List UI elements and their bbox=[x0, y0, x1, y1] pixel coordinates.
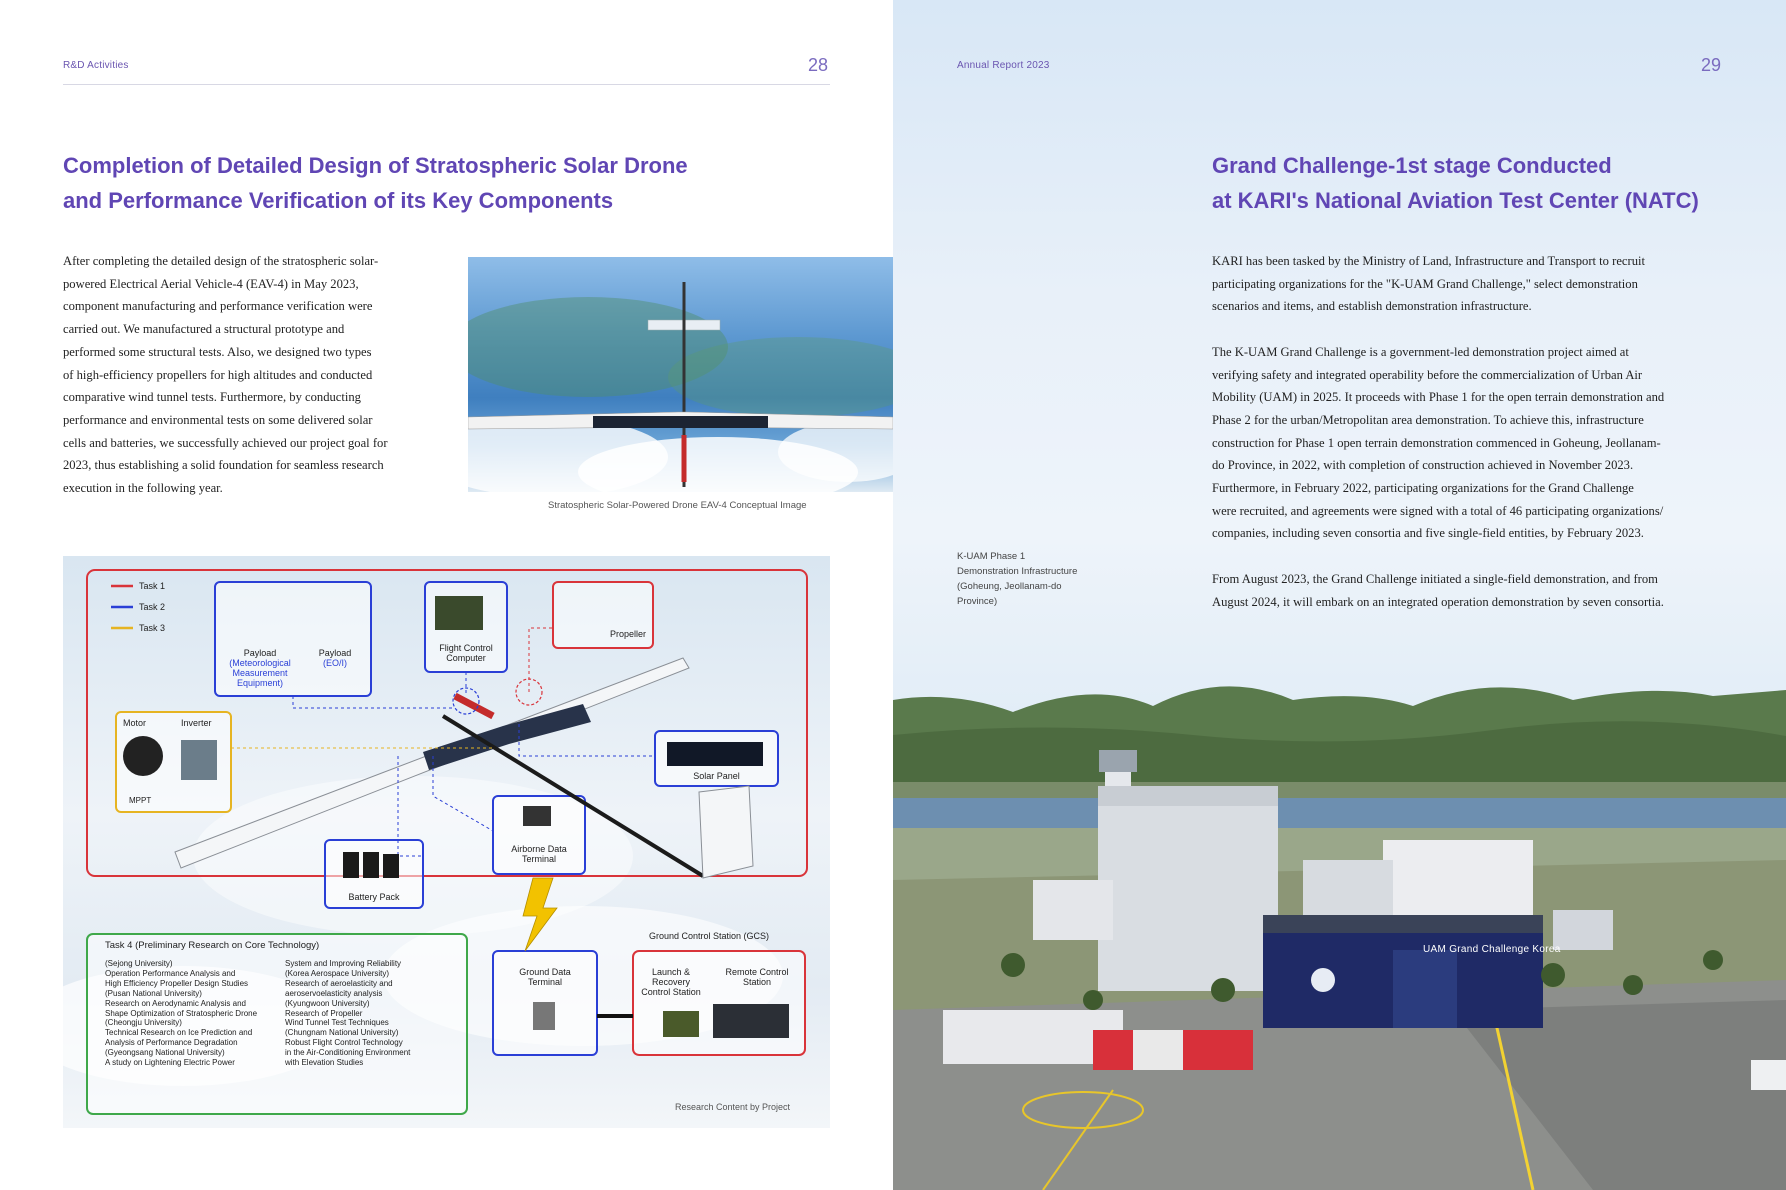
motor-label: Motor bbox=[123, 718, 147, 728]
task4-title: Task 4 (Preliminary Research on Core Technology) bbox=[105, 940, 320, 951]
body-line: carried out. We manufactured a structural prototype and bbox=[63, 322, 345, 337]
fcc-label: Flight Control Computer bbox=[439, 643, 493, 663]
body-line: execution in the following year. bbox=[63, 481, 223, 496]
page-number: 29 bbox=[1701, 55, 1722, 75]
launch-label: Launch & Recovery Control Station bbox=[641, 967, 701, 997]
body-line: performed some structural tests. Also, we designed two types bbox=[63, 344, 372, 359]
battery-icon bbox=[363, 852, 379, 878]
body-line: performance and environmental tests on some delivered solar bbox=[63, 412, 373, 427]
article-body bbox=[63, 250, 425, 500]
eav4-illustration bbox=[468, 257, 893, 492]
task4-col2: System and Improving Reliability (Korea Aerospace University) Research of aeroelasticity and aeroservoelasticity analysis (Kyungwoon University) Research of Propeller Wind Tunnel Test Techniques (Chungnam National University) Robust Flight Control Technology in the Air-Conditioning Environment with Elevation Studies bbox=[285, 959, 411, 1068]
right-page bbox=[893, 0, 1786, 1190]
fcc-board-icon bbox=[435, 596, 483, 630]
title-line-2: and Performance Verification of its Key Components bbox=[63, 188, 614, 213]
title-line-2: at KARI's National Aviation Test Center (NATC) bbox=[1212, 188, 1699, 213]
body-line: 2023, thus establishing a solid foundation for seamless research bbox=[63, 458, 384, 473]
solar-panel-icon bbox=[667, 742, 763, 766]
adt-label: Airborne Data Terminal bbox=[511, 844, 567, 864]
body-line: comparative wind tunnel tests. Furthermore, by conducting bbox=[63, 390, 361, 405]
body-line: After completing the detailed design of the stratospheric solar- bbox=[63, 254, 379, 268]
remote-label: Remote Control Station bbox=[725, 967, 789, 987]
gcs-label: Ground Control Station (GCS) bbox=[649, 931, 770, 941]
body-line: of high-efficiency propellers for high altitudes and conducted bbox=[63, 367, 373, 382]
eav4-photo bbox=[468, 257, 893, 492]
payload-eo-label: Payload (EO/I) bbox=[318, 648, 352, 668]
article-title bbox=[1212, 148, 1699, 218]
page-number: 28 bbox=[808, 55, 829, 75]
building-sign: UAM Grand Challenge Korea bbox=[1423, 944, 1561, 955]
legend-task2: Task 2 bbox=[139, 602, 166, 612]
propeller-label: Propeller bbox=[609, 629, 647, 639]
motor-icon bbox=[123, 736, 163, 776]
diagram-caption: Research Content by Project bbox=[675, 1102, 791, 1112]
remote-station-icon bbox=[713, 1004, 789, 1038]
body-line: powered Electrical Aerial Vehicle-4 (EAV-4) in May 2023, bbox=[63, 276, 359, 291]
article-title bbox=[63, 148, 688, 218]
photo-caption: Stratospheric Solar-Powered Drone EAV-4 Conceptual Image bbox=[548, 500, 807, 511]
task4-col1: (Sejong University) Operation Performance Analysis and High Efficiency Propeller Design Studies (Pusan National University) Research on Aerodynamic Analysis and Shape Optimization of Stratospheric Drone (Cheongju University) Technical Research on Ice Prediction and Analysis of Performance Degradation (Gyeongsang National University) A study on Lightening Electric Power bbox=[105, 959, 258, 1068]
battery-label: Battery Pack bbox=[348, 892, 400, 902]
adt-device-icon bbox=[523, 806, 551, 826]
section-label: Annual Report 2023 bbox=[957, 60, 1050, 71]
legend-task1: Task 1 bbox=[139, 581, 166, 591]
body-line: component manufacturing and performance verification were bbox=[63, 299, 373, 314]
mppt-label: MPPT bbox=[129, 796, 152, 805]
battery-icon bbox=[383, 854, 399, 878]
header-rule bbox=[63, 84, 830, 85]
article-body: KARI has been tasked by the Ministry of Land, Infrastructure and Transport to recruit participating organizations for the "K-UAM Grand Challenge," select demonstration scenarios and items, and establish demonstration infrastructure. The K-UAM Grand Challenge is a government-led demonstration project aimed at verifying safety and integrated operability before the commercialization of Urban Air Mobility (UAM) in 2025. It proceeds with Phase 1 for the open terrain demonstration and Phase 2 for the urban/Metropolitan area demonstration. To achieve this, infrastructure construction for Phase 1 open terrain demonstration commenced in Goheung, Jeollanam- do Province, in 2022, with completion of construction achieved in November 2023. Furthermore, in February 2022, participating organizations for the Grand Challenge were recruited, and agreements were signed with a total of 46 participating organizations/ companies, including seven consortia and five single-field entities, by February 2023. From August 2023, the Grand Challenge initiated a single-field demonstration, and from August 2024, it will embark on an integrated operation demonstration by seven consortia. bbox=[1212, 254, 1665, 609]
title-line-1: Grand Challenge-1st stage Conducted bbox=[1212, 153, 1612, 178]
solar-panel-label: Solar Panel bbox=[693, 771, 740, 781]
body-line: cells and batteries, we successfully achieved our project goal for bbox=[63, 435, 388, 450]
title-line-1: Completion of Detailed Design of Stratospheric Solar Drone bbox=[63, 153, 688, 178]
legend-task3: Task 3 bbox=[139, 623, 166, 633]
battery-icon bbox=[343, 852, 359, 878]
research-diagram bbox=[63, 556, 830, 1128]
inverter-icon bbox=[181, 740, 217, 780]
gdt-label: Ground Data Terminal bbox=[519, 967, 571, 987]
inverter-label: Inverter bbox=[181, 718, 212, 728]
launch-case-icon bbox=[663, 1011, 699, 1037]
photo-caption: K-UAM Phase 1 Demonstration Infrastructure (Goheung, Jeollanam-do Province) bbox=[957, 551, 1078, 607]
payload-met-label: Payload (Meteorological Measurement Equipment) bbox=[229, 648, 291, 688]
section-label: R&D Activities bbox=[63, 60, 129, 71]
antenna-icon bbox=[533, 1002, 555, 1030]
